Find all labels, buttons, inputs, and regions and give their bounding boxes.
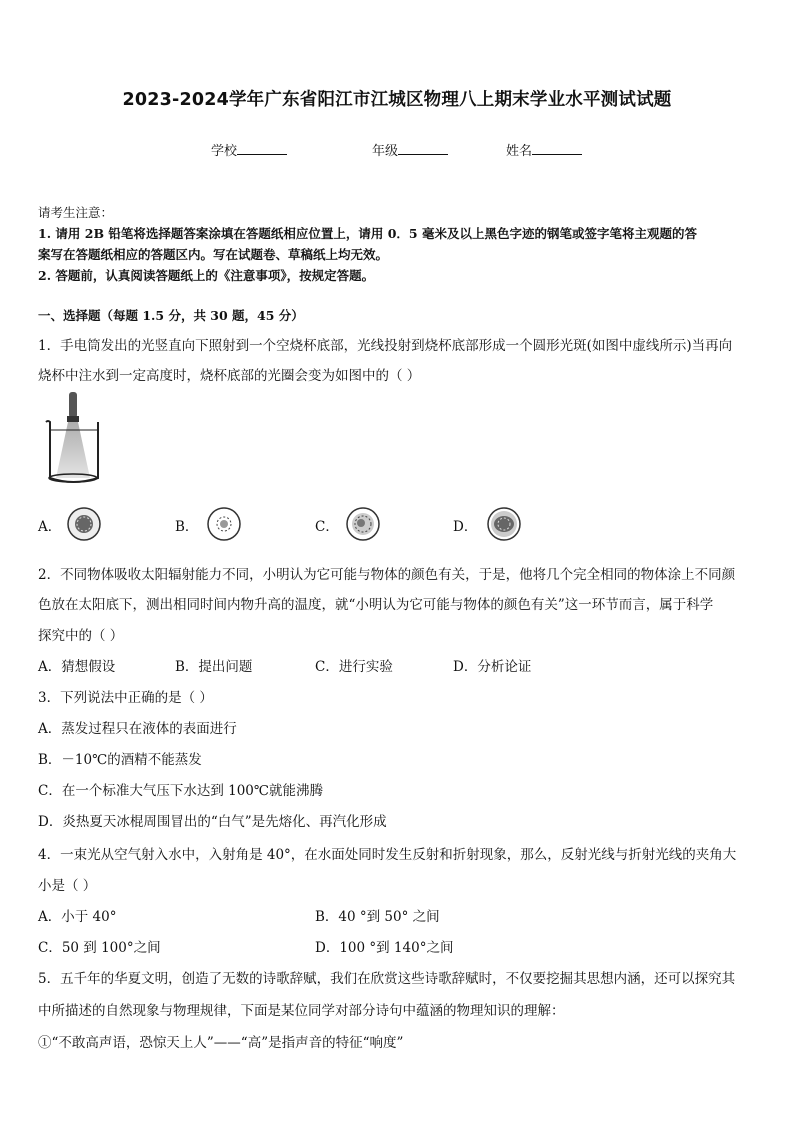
name-label: 姓名	[506, 144, 533, 159]
q1-option-a-figure	[66, 506, 102, 542]
q4-option-a: A．小于 40°	[38, 909, 117, 925]
school-label: 学校	[211, 144, 238, 159]
q2-line-2: 色放在太阳底下，测出相同时间内物升高的温度，就“小明认为它可能与物体的颜色有关”这一环节而言，属于科学	[38, 597, 714, 613]
section-heading: 一、选择题（每题 1.5 分，共 30 题，45 分）	[38, 308, 304, 323]
flashlight-head	[67, 416, 79, 422]
q1-option-b-label: B．	[175, 519, 199, 535]
q3-option-d: D．炎热夏天冰棍周围冒出的“白气”是先熔化、再汽化形成	[38, 814, 387, 830]
school-blank	[237, 141, 287, 155]
notice-line-1b: 案写在答题纸相应的答题区内。写在试题卷、草稿纸上均无效。	[38, 247, 389, 262]
q5-line-2: 中所描述的自然现象与物理规律，下面是某位同学对部分诗句中蕴涵的物理知识的理解：	[38, 1003, 565, 1019]
q1-line-2: 烧杯中注水到一定高度时，烧杯底部的光圈会变为如图中的（ ）	[38, 368, 421, 384]
q2-line-1: 2．不同物体吸收太阳辐射能力不同，小明认为它可能与物体的颜色有关，于是，他将几个完全相同的物体涂上不同颜	[38, 567, 736, 583]
school-field	[211, 140, 287, 159]
notice-line-1a: 1. 请用 2B 铅笔将选择题答案涂填在答题纸相应位置上，请用 0．5 毫米及以上黑色字迹的钢笔或签字笔将主观题的答	[38, 226, 697, 241]
q3-option-c: C．在一个标准大气压下水达到 100℃就能沸腾	[38, 783, 323, 799]
exam-title: 2023-2024学年广东省阳江市江城区物理八上期末学业水平测试试题	[122, 90, 672, 110]
flashlight-body	[69, 392, 77, 418]
q1-option-a-label: A．	[38, 519, 62, 535]
q4-option-b: B．40 °到 50° 之间	[315, 909, 440, 925]
q2-line-3: 探究中的（ ）	[38, 628, 124, 644]
q1-option-c-figure	[345, 506, 381, 542]
q1-option-d-label: D．	[453, 519, 478, 535]
q3-stem: 3．下列说法中正确的是（ ）	[38, 690, 213, 706]
q2-option-b: B．提出问题	[175, 659, 253, 675]
q5-item-1: ①“不敢高声语，恐惊天上人”——“高”是指声音的特征“响度”	[38, 1035, 404, 1051]
q1-option-b-figure	[206, 506, 242, 542]
q4-option-d: D．100 °到 140°之间	[315, 940, 454, 956]
notice-heading: 请考生注意：	[38, 205, 114, 220]
name-blank	[532, 141, 582, 155]
q4-option-c: C．50 到 100°之间	[38, 940, 161, 956]
grade-blank	[398, 141, 448, 155]
notice-line-2: 2. 答题前，认真阅读答题纸上的《注意事项》，按规定答题。	[38, 268, 375, 283]
q1-option-d-figure	[486, 506, 522, 542]
q4-line-1: 4．一束光从空气射入水中，入射角是 40°，在水面处同时发生反射和折射现象，那么，反射光线与折射光线的夹角大	[38, 847, 737, 863]
q2-option-a: A．猜想假设	[38, 659, 116, 675]
grade-label: 年级	[372, 144, 399, 159]
q3-option-a: A．蒸发过程只在液体的表面进行	[38, 721, 237, 737]
q2-option-c: C．进行实验	[315, 659, 393, 675]
q3-option-b: B．－10℃的酒精不能蒸发	[38, 752, 202, 768]
q2-option-d: D．分析论证	[453, 659, 532, 675]
name-field	[506, 140, 582, 159]
grade-field	[372, 140, 448, 159]
q5-line-1: 5．五千年的华夏文明，创造了无数的诗歌辞赋，我们在欣赏这些诗歌辞赋时，不仅要挖掘其思想内涵，还可以探究其	[38, 971, 736, 987]
q1-option-c-label: C．	[315, 519, 339, 535]
beaker-flashlight-figure	[40, 390, 110, 490]
q4-line-2: 小是（ ）	[38, 878, 97, 894]
q1-line-1: 1．手电筒发出的光竖直向下照射到一个空烧杯底部，光线投射到烧杯底部形成一个圆形光斑(如图中虚线所示)当再向	[38, 338, 733, 354]
